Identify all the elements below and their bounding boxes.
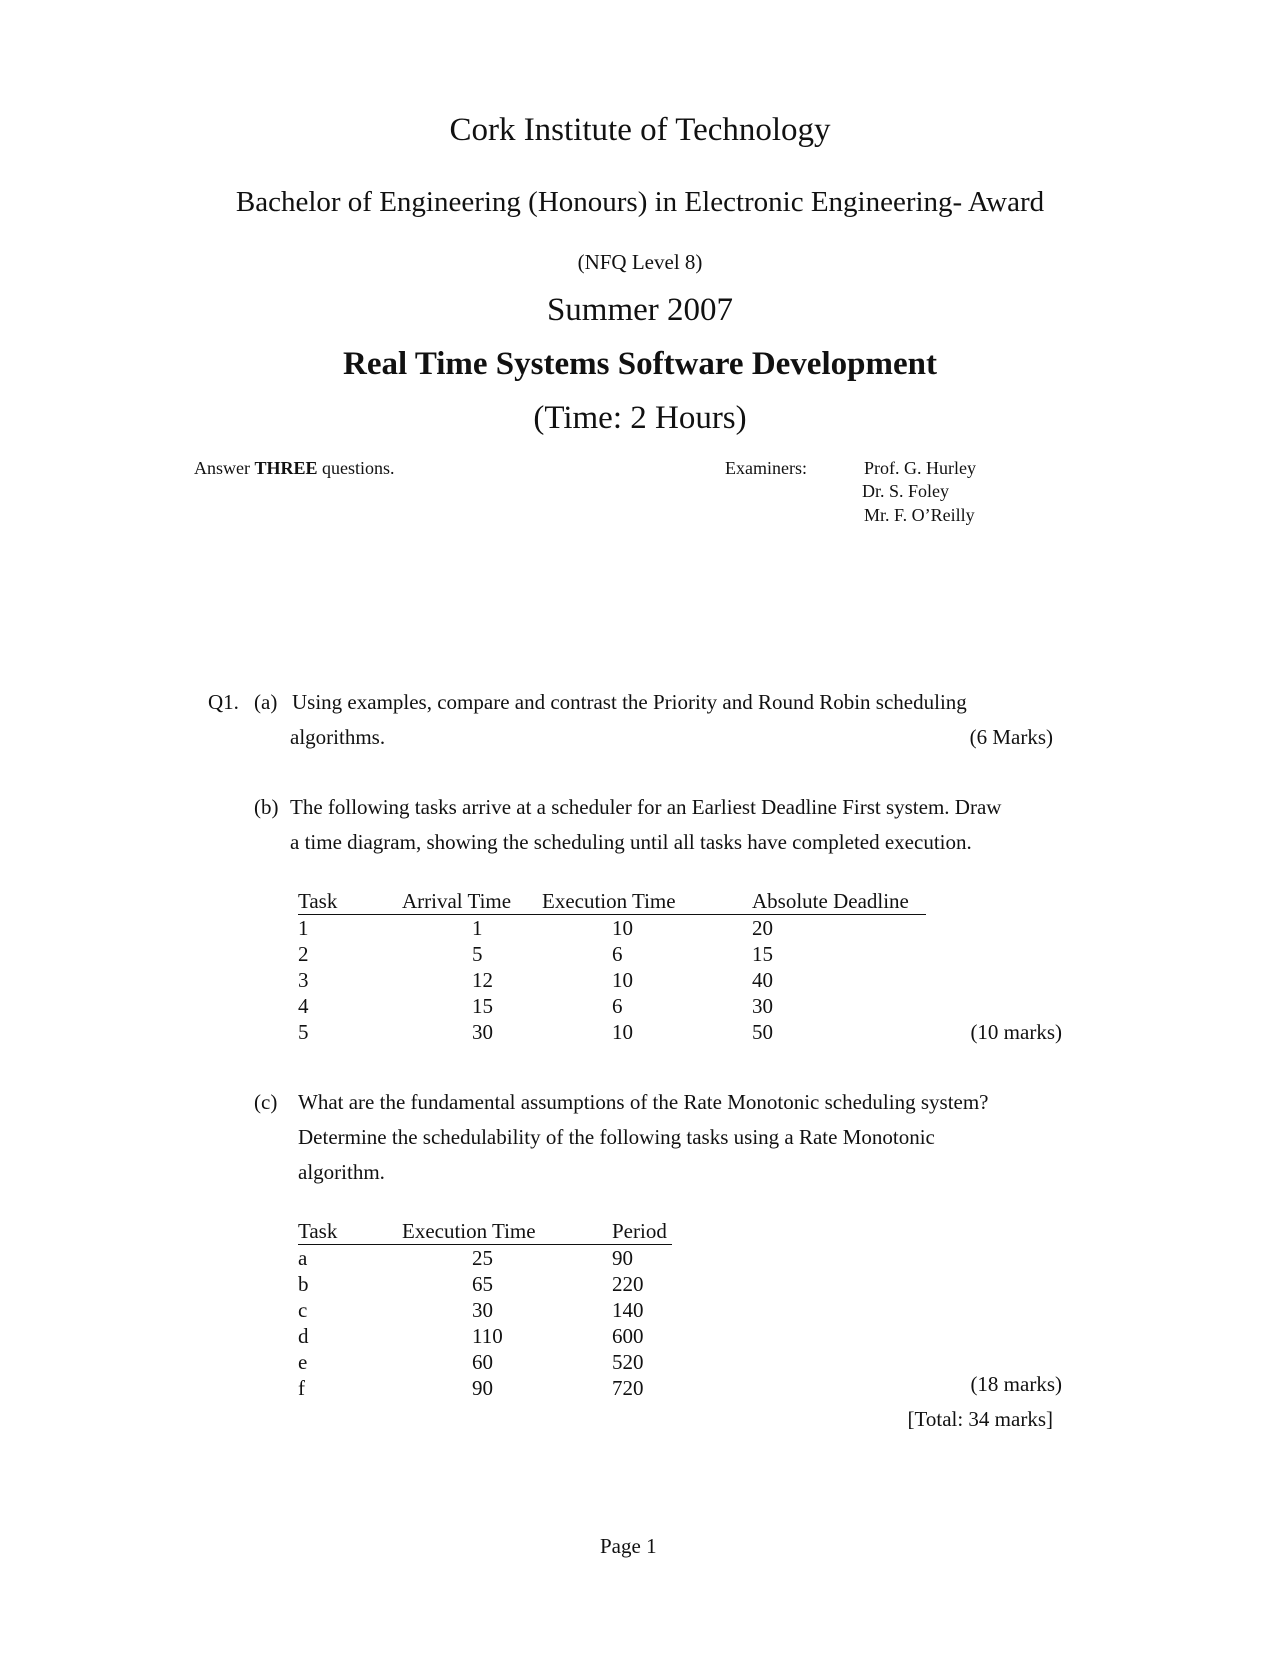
nfq-level: (NFQ Level 8) xyxy=(577,250,703,274)
programme-title: Bachelor of Engineering (Honours) in Electronic Engineering- Award xyxy=(235,186,1045,218)
part-b-label: (b) xyxy=(254,795,279,819)
table-row xyxy=(298,1297,672,1323)
table-cell: e xyxy=(298,1349,308,1374)
table-row xyxy=(298,1323,672,1349)
table-row xyxy=(298,1375,672,1401)
table-cell: 10 xyxy=(612,1019,633,1044)
table-cell: 30 xyxy=(752,993,773,1018)
table-row xyxy=(298,967,926,993)
table-row xyxy=(298,915,926,942)
table-cell: d xyxy=(298,1323,309,1348)
table-cell: 40 xyxy=(752,967,773,992)
examiner-2: Dr. S. Foley xyxy=(862,481,950,501)
table-cell: 90 xyxy=(612,1245,633,1270)
table-cell: f xyxy=(298,1375,305,1400)
module-title: Real Time Systems Software Development xyxy=(343,346,937,382)
table-cell: 10 xyxy=(612,967,633,992)
table-cell: 6 xyxy=(612,993,623,1018)
table-cell: 20 xyxy=(752,915,773,940)
question-total-marks: [Total: 34 marks] xyxy=(907,1407,1053,1431)
part-b-line-2: a time diagram, showing the scheduling until all tasks have completed execution. xyxy=(290,830,972,854)
table-row xyxy=(298,1271,672,1297)
examiners-label: Examiners: xyxy=(725,458,807,478)
column-header: Period xyxy=(612,1218,672,1245)
exam-duration: (Time: 2 Hours) xyxy=(533,400,747,436)
examiner-3: Mr. F. O’Reilly xyxy=(864,505,975,525)
table-cell: 25 xyxy=(472,1245,493,1270)
table-row xyxy=(298,1349,672,1375)
table-cell: 15 xyxy=(752,941,773,966)
table-cell: 5 xyxy=(472,941,483,966)
table-cell: 1 xyxy=(298,915,309,940)
part-c-line-1: What are the fundamental assumptions of the Rate Monotonic scheduling system? xyxy=(298,1090,989,1114)
answer-count: THREE xyxy=(254,458,318,478)
table-header-row xyxy=(298,888,926,915)
table-cell: 30 xyxy=(472,1019,493,1044)
table-cell: 6 xyxy=(612,941,623,966)
part-a-marks: (6 Marks) xyxy=(969,725,1053,749)
table-row xyxy=(298,1245,672,1272)
table-cell: 4 xyxy=(298,993,309,1018)
table-cell: b xyxy=(298,1271,309,1296)
edf-task-table xyxy=(298,888,926,1045)
table-cell: 60 xyxy=(472,1349,493,1374)
table-cell: 90 xyxy=(472,1375,493,1400)
table-cell: c xyxy=(298,1297,308,1322)
part-a-line-2: algorithms. xyxy=(290,725,386,749)
table-cell: 65 xyxy=(472,1271,493,1296)
rms-task-table xyxy=(298,1218,672,1401)
table-row xyxy=(298,1019,926,1045)
exam-session: Summer 2007 xyxy=(546,292,734,328)
table-cell: a xyxy=(298,1245,308,1270)
part-c-label: (c) xyxy=(254,1090,278,1114)
table-cell: 5 xyxy=(298,1019,309,1044)
part-b-line-1: The following tasks arrive at a scheduler for an Earliest Deadline First system. Draw xyxy=(290,795,1002,819)
institute-title: Cork Institute of Technology xyxy=(449,112,831,148)
table-cell: 600 xyxy=(612,1323,644,1348)
part-a-line-1: Using examples, compare and contrast the Priority and Round Robin scheduling xyxy=(292,690,967,714)
table-cell: 15 xyxy=(472,993,493,1018)
answer-prefix: Answer xyxy=(194,458,255,478)
table-cell: 110 xyxy=(472,1323,503,1348)
page-number: Page 1 xyxy=(600,1534,657,1558)
answer-instruction xyxy=(194,458,395,479)
column-header: Task xyxy=(298,888,402,915)
table-cell: 140 xyxy=(612,1297,644,1322)
table-cell: 2 xyxy=(298,941,309,966)
column-header: Absolute Deadline xyxy=(752,888,926,915)
part-c-line-2: Determine the schedulability of the following tasks using a Rate Monotonic xyxy=(298,1125,935,1149)
table-row xyxy=(298,993,926,1019)
table-cell: 50 xyxy=(752,1019,773,1044)
table-cell: 3 xyxy=(298,967,309,992)
table-cell: 12 xyxy=(472,967,493,992)
table-cell: 720 xyxy=(612,1375,644,1400)
table-cell: 1 xyxy=(472,915,483,940)
column-header: Execution Time xyxy=(542,888,752,915)
question-number: Q1. xyxy=(208,690,239,714)
examiner-1: Prof. G. Hurley xyxy=(864,458,976,478)
table-cell: 220 xyxy=(612,1271,644,1296)
table-cell: 30 xyxy=(472,1297,493,1322)
part-c-line-3: algorithm. xyxy=(298,1160,385,1184)
table-cell: 10 xyxy=(612,915,633,940)
column-header: Arrival Time xyxy=(402,888,542,915)
column-header: Task xyxy=(298,1218,402,1245)
part-b-marks: (10 marks) xyxy=(970,1020,1062,1044)
part-c-marks: (18 marks) xyxy=(970,1372,1062,1396)
table-cell: 520 xyxy=(612,1349,644,1374)
table-header-row xyxy=(298,1218,672,1245)
answer-suffix: questions. xyxy=(317,458,395,478)
column-header: Execution Time xyxy=(402,1218,612,1245)
part-a-label: (a) xyxy=(254,690,278,714)
table-row xyxy=(298,941,926,967)
